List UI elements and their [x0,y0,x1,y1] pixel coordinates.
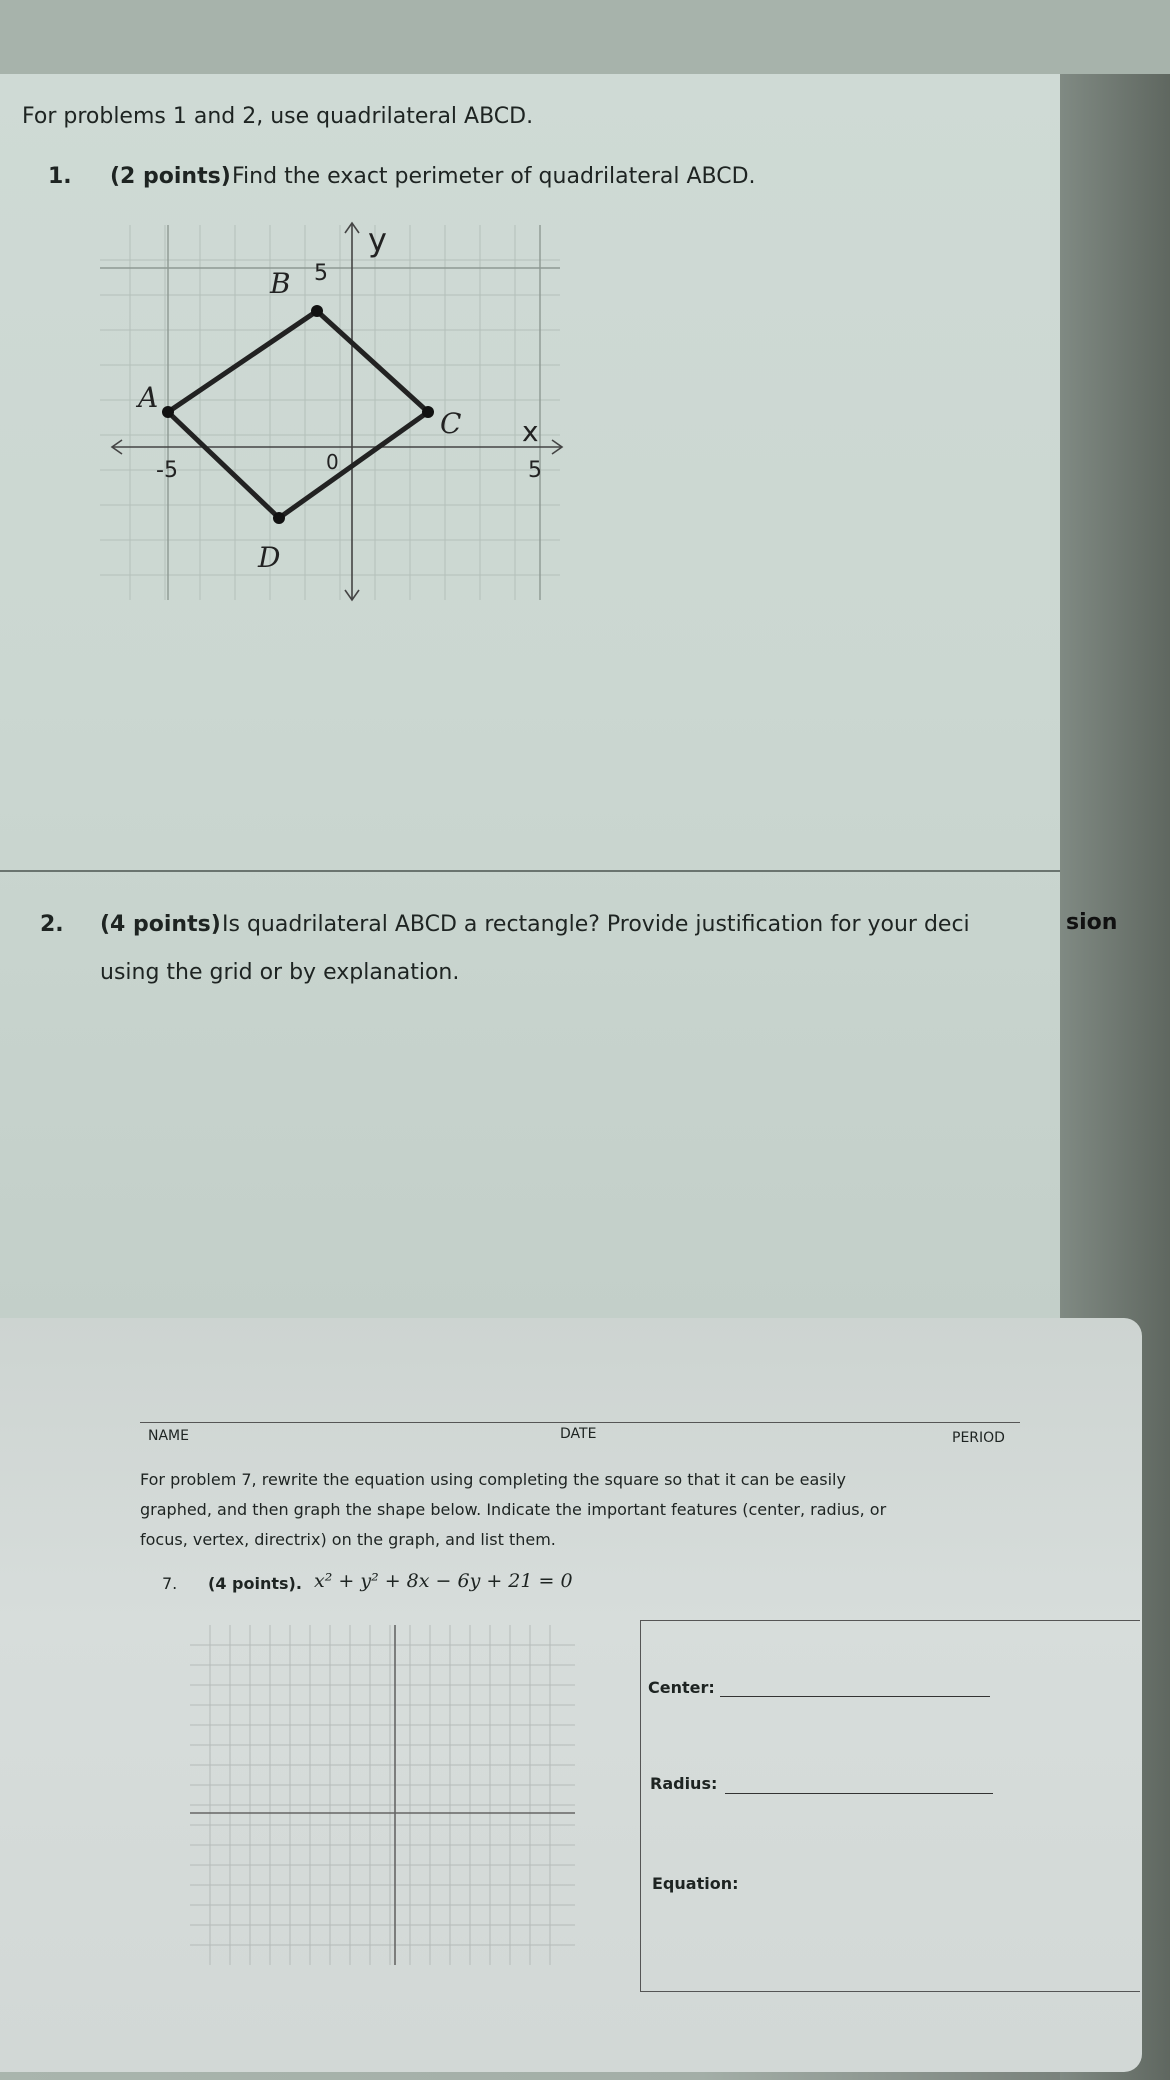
q1-points: (2 points) [110,164,231,189]
quadrilateral-abcd [168,311,428,518]
name-date-period-line [140,1422,1020,1423]
axes [112,223,562,600]
x-axis-label: x [522,415,539,448]
q2-number: 2. [40,912,64,937]
q2-points: (4 points) [100,912,221,937]
answer-grid [190,1625,575,1965]
q2-text-line2: using the grid or by explanation. [100,960,460,985]
center-label: Center: [648,1678,715,1697]
q1-number: 1. [48,164,72,189]
quadrilateral-graph [100,215,570,605]
background-top [0,0,1170,74]
point-b [311,305,323,317]
point-d [273,512,285,524]
section-divider [0,870,1060,872]
radius-label: Radius: [650,1774,718,1793]
instructions-line3: focus, vertex, directrix) on the graph, and list them. [140,1530,556,1549]
label-b: B [270,267,291,300]
answer-grid-axes [190,1625,575,1965]
label-d: D [258,541,281,574]
date-label: DATE [560,1426,597,1442]
label-c: C [440,407,462,440]
q7-equation: x² + y² + 8x − 6y + 21 = 0 [314,1570,573,1592]
y-axis-label: y [368,221,387,259]
point-c [422,406,434,418]
q2-text-line1: Is quadrilateral ABCD a rectangle? Provide justification for your deci [222,912,970,937]
instructions-line2: graphed, and then graph the shape below. Indicate the important features (center, radius, or [140,1500,887,1519]
origin-label: 0 [326,450,339,474]
q2-text-line1-end: sion [1066,910,1118,935]
answer-box [640,1620,1140,1992]
x-tick-neg5: -5 [156,458,178,483]
q7-number: 7. [162,1574,178,1593]
equation-label: Equation: [652,1874,739,1893]
instructions-line1: For problem 7, rewrite the equation using completing the square so that it can be easily [140,1470,846,1489]
q7-points: (4 points). [208,1574,302,1593]
q1-text: Find the exact perimeter of quadrilateral ABCD. [232,164,756,189]
label-a: A [138,381,159,414]
x-tick-5: 5 [528,458,542,483]
period-label: PERIOD [952,1430,1005,1446]
radius-blank[interactable] [725,1793,993,1794]
name-label: NAME [148,1428,189,1444]
point-a [162,406,174,418]
center-blank[interactable] [720,1696,990,1697]
y-tick-5: 5 [314,261,328,286]
intro-text: For problems 1 and 2, use quadrilateral ABCD. [22,104,534,129]
